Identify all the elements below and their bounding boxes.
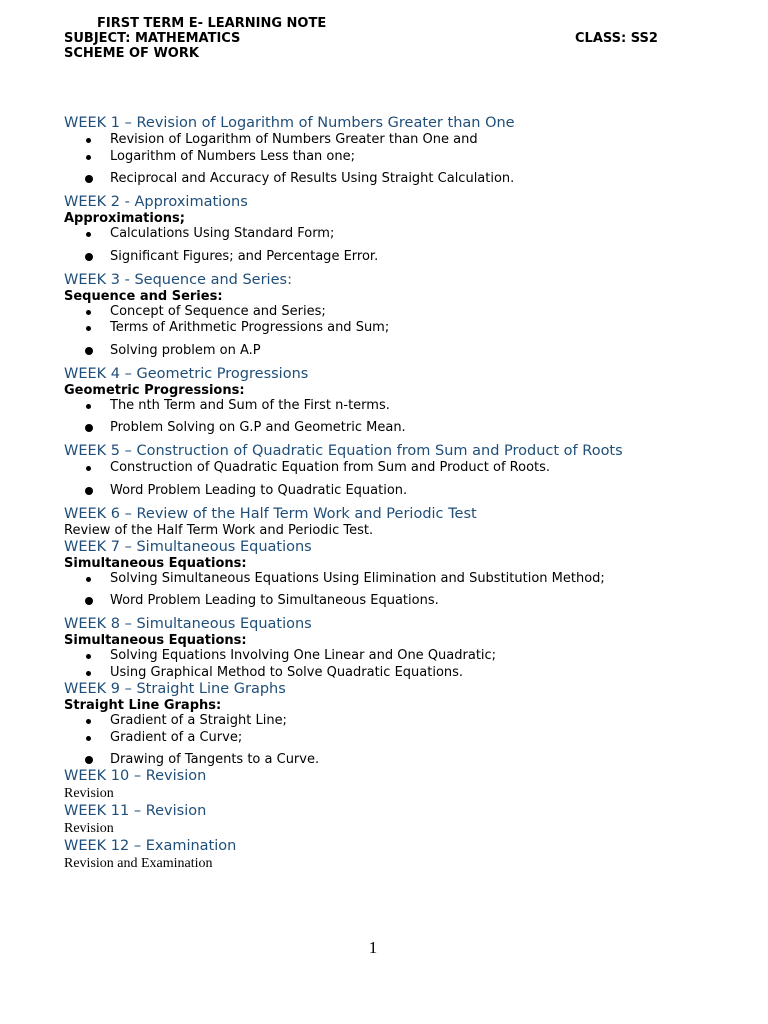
topic-item (64, 713, 754, 730)
bullet-icon (85, 597, 93, 605)
week-title: WEEK 6 – Review of the Half Term Work and Periodic Test (64, 505, 477, 522)
topic-item (64, 419, 754, 436)
week-title: WEEK 3 - Sequence and Series: (64, 271, 292, 288)
topic-text: Calculations Using Standard Form; (110, 226, 335, 241)
week-subtitle: Geometric Progressions: (64, 382, 245, 398)
week-subtitle: Straight Line Graphs: (64, 698, 222, 713)
bullet-icon (85, 175, 93, 183)
week-title: WEEK 8 – Simultaneous Equations (64, 616, 312, 632)
week-title: WEEK 4 – Geometric Progressions (64, 365, 309, 382)
topic-list (64, 460, 754, 499)
topic-item (64, 132, 754, 149)
week-title: WEEK 2 - Approximations (64, 194, 248, 210)
topic-list (64, 226, 754, 265)
topic-item (64, 730, 754, 747)
topic-list (64, 713, 754, 768)
topic-text: Word Problem Leading to Simultaneous Equations. (110, 593, 439, 608)
week-section (64, 681, 754, 768)
week-section (64, 803, 754, 838)
topic-list (64, 648, 754, 681)
scheme-of-work-list (64, 115, 754, 873)
topic-item (64, 648, 754, 665)
topic-item (64, 226, 754, 243)
week-title: WEEK 9 – Straight Line Graphs (64, 681, 286, 697)
topic-list (64, 132, 754, 187)
bullet-icon (86, 736, 91, 741)
week-description: Review of the Half Term Work and Periodic Test. (64, 522, 374, 538)
topic-text: Terms of Arithmetic Progressions and Sum; (110, 320, 390, 335)
week-title: WEEK 10 – Revision (64, 768, 207, 784)
topic-text: Logarithm of Numbers Less than one; (110, 148, 356, 164)
topic-text: Drawing of Tangents to a Curve. (110, 752, 320, 767)
week-title: WEEK 7 – Simultaneous Equations (64, 538, 312, 555)
week-section (64, 506, 754, 539)
topic-list (64, 398, 754, 437)
bullet-icon (86, 671, 91, 676)
week-title: WEEK 12 – Examination (64, 838, 237, 854)
topic-text: Solving Equations Involving One Linear and One Quadratic; (110, 648, 497, 663)
week-section (64, 539, 754, 610)
topic-text: Gradient of a Curve; (110, 729, 243, 745)
week-section (64, 443, 754, 499)
week-section (64, 115, 754, 187)
topic-text: Using Graphical Method to Solve Quadratic Equations. (110, 664, 464, 680)
bullet-icon (86, 654, 91, 659)
bullet-icon (86, 232, 91, 237)
week-subtitle: Sequence and Series: (64, 288, 223, 304)
bullet-icon (85, 487, 93, 495)
topic-text: Revision of Logarithm of Numbers Greater than One and (110, 132, 478, 147)
topic-text: Solving problem on A.P (110, 342, 261, 358)
topic-text: Problem Solving on G.P and Geometric Mean. (110, 420, 406, 435)
topic-text: Concept of Sequence and Series; (110, 303, 326, 319)
class-label: CLASS: SS2 (575, 31, 658, 46)
bullet-icon (85, 253, 93, 261)
week-title: WEEK 11 – Revision (64, 803, 207, 819)
topic-item (64, 665, 754, 682)
week-section (64, 366, 754, 437)
week-section (64, 194, 754, 265)
week-description: Revision (64, 786, 114, 801)
topic-item (64, 342, 754, 359)
week-section (64, 768, 754, 803)
bullet-icon (86, 155, 91, 160)
topic-item (64, 304, 754, 321)
bullet-icon (86, 326, 91, 331)
week-subtitle: Simultaneous Equations: (64, 555, 247, 571)
topic-item (64, 571, 754, 588)
topic-item (64, 248, 754, 265)
topic-text: The nth Term and Sum of the First n-terms. (110, 397, 390, 413)
topic-item (64, 482, 754, 499)
bullet-icon (86, 138, 91, 143)
topic-text: Significant Figures; and Percentage Error. (110, 248, 379, 264)
topic-text: Construction of Quadratic Equation from Sum and Product of Roots. (110, 460, 551, 475)
topic-text: Word Problem Leading to Quadratic Equation. (110, 482, 408, 498)
bullet-icon (85, 347, 93, 355)
week-section (64, 838, 754, 873)
subject-label: SUBJECT: MATHEMATICS (64, 31, 241, 46)
topic-item (64, 149, 754, 166)
bullet-icon (85, 424, 93, 432)
week-section (64, 272, 754, 359)
topic-text: Gradient of a Straight Line; (110, 713, 287, 728)
topic-item (64, 398, 754, 415)
topic-item (64, 170, 754, 187)
topic-list (64, 571, 754, 610)
bullet-icon (86, 577, 91, 582)
bullet-icon (86, 404, 91, 409)
bullet-icon (86, 310, 91, 315)
week-title: WEEK 1 – Revision of Logarithm of Numbers Greater than One (64, 115, 515, 131)
bullet-icon (86, 466, 91, 471)
note-title: FIRST TERM E- LEARNING NOTE (97, 16, 327, 31)
topic-item (64, 460, 754, 477)
topic-item (64, 592, 754, 609)
bullet-icon (85, 756, 93, 764)
topic-item (64, 320, 754, 337)
week-section (64, 616, 754, 681)
week-description: Revision and Examination (64, 856, 213, 871)
week-subtitle: Approximations; (64, 211, 185, 226)
week-title: WEEK 5 – Construction of Quadratic Equation from Sum and Product of Roots (64, 443, 623, 459)
topic-list (64, 304, 754, 359)
topic-text: Solving Simultaneous Equations Using Elimination and Substitution Method; (110, 570, 605, 586)
week-subtitle: Simultaneous Equations: (64, 633, 247, 648)
topic-text: Reciprocal and Accuracy of Results Using Straight Calculation. (110, 171, 515, 186)
scheme-label: SCHEME OF WORK (64, 46, 199, 61)
bullet-icon (86, 719, 91, 724)
topic-item (64, 751, 754, 768)
week-description: Revision (64, 821, 114, 836)
page-number: 1 (368, 938, 378, 957)
